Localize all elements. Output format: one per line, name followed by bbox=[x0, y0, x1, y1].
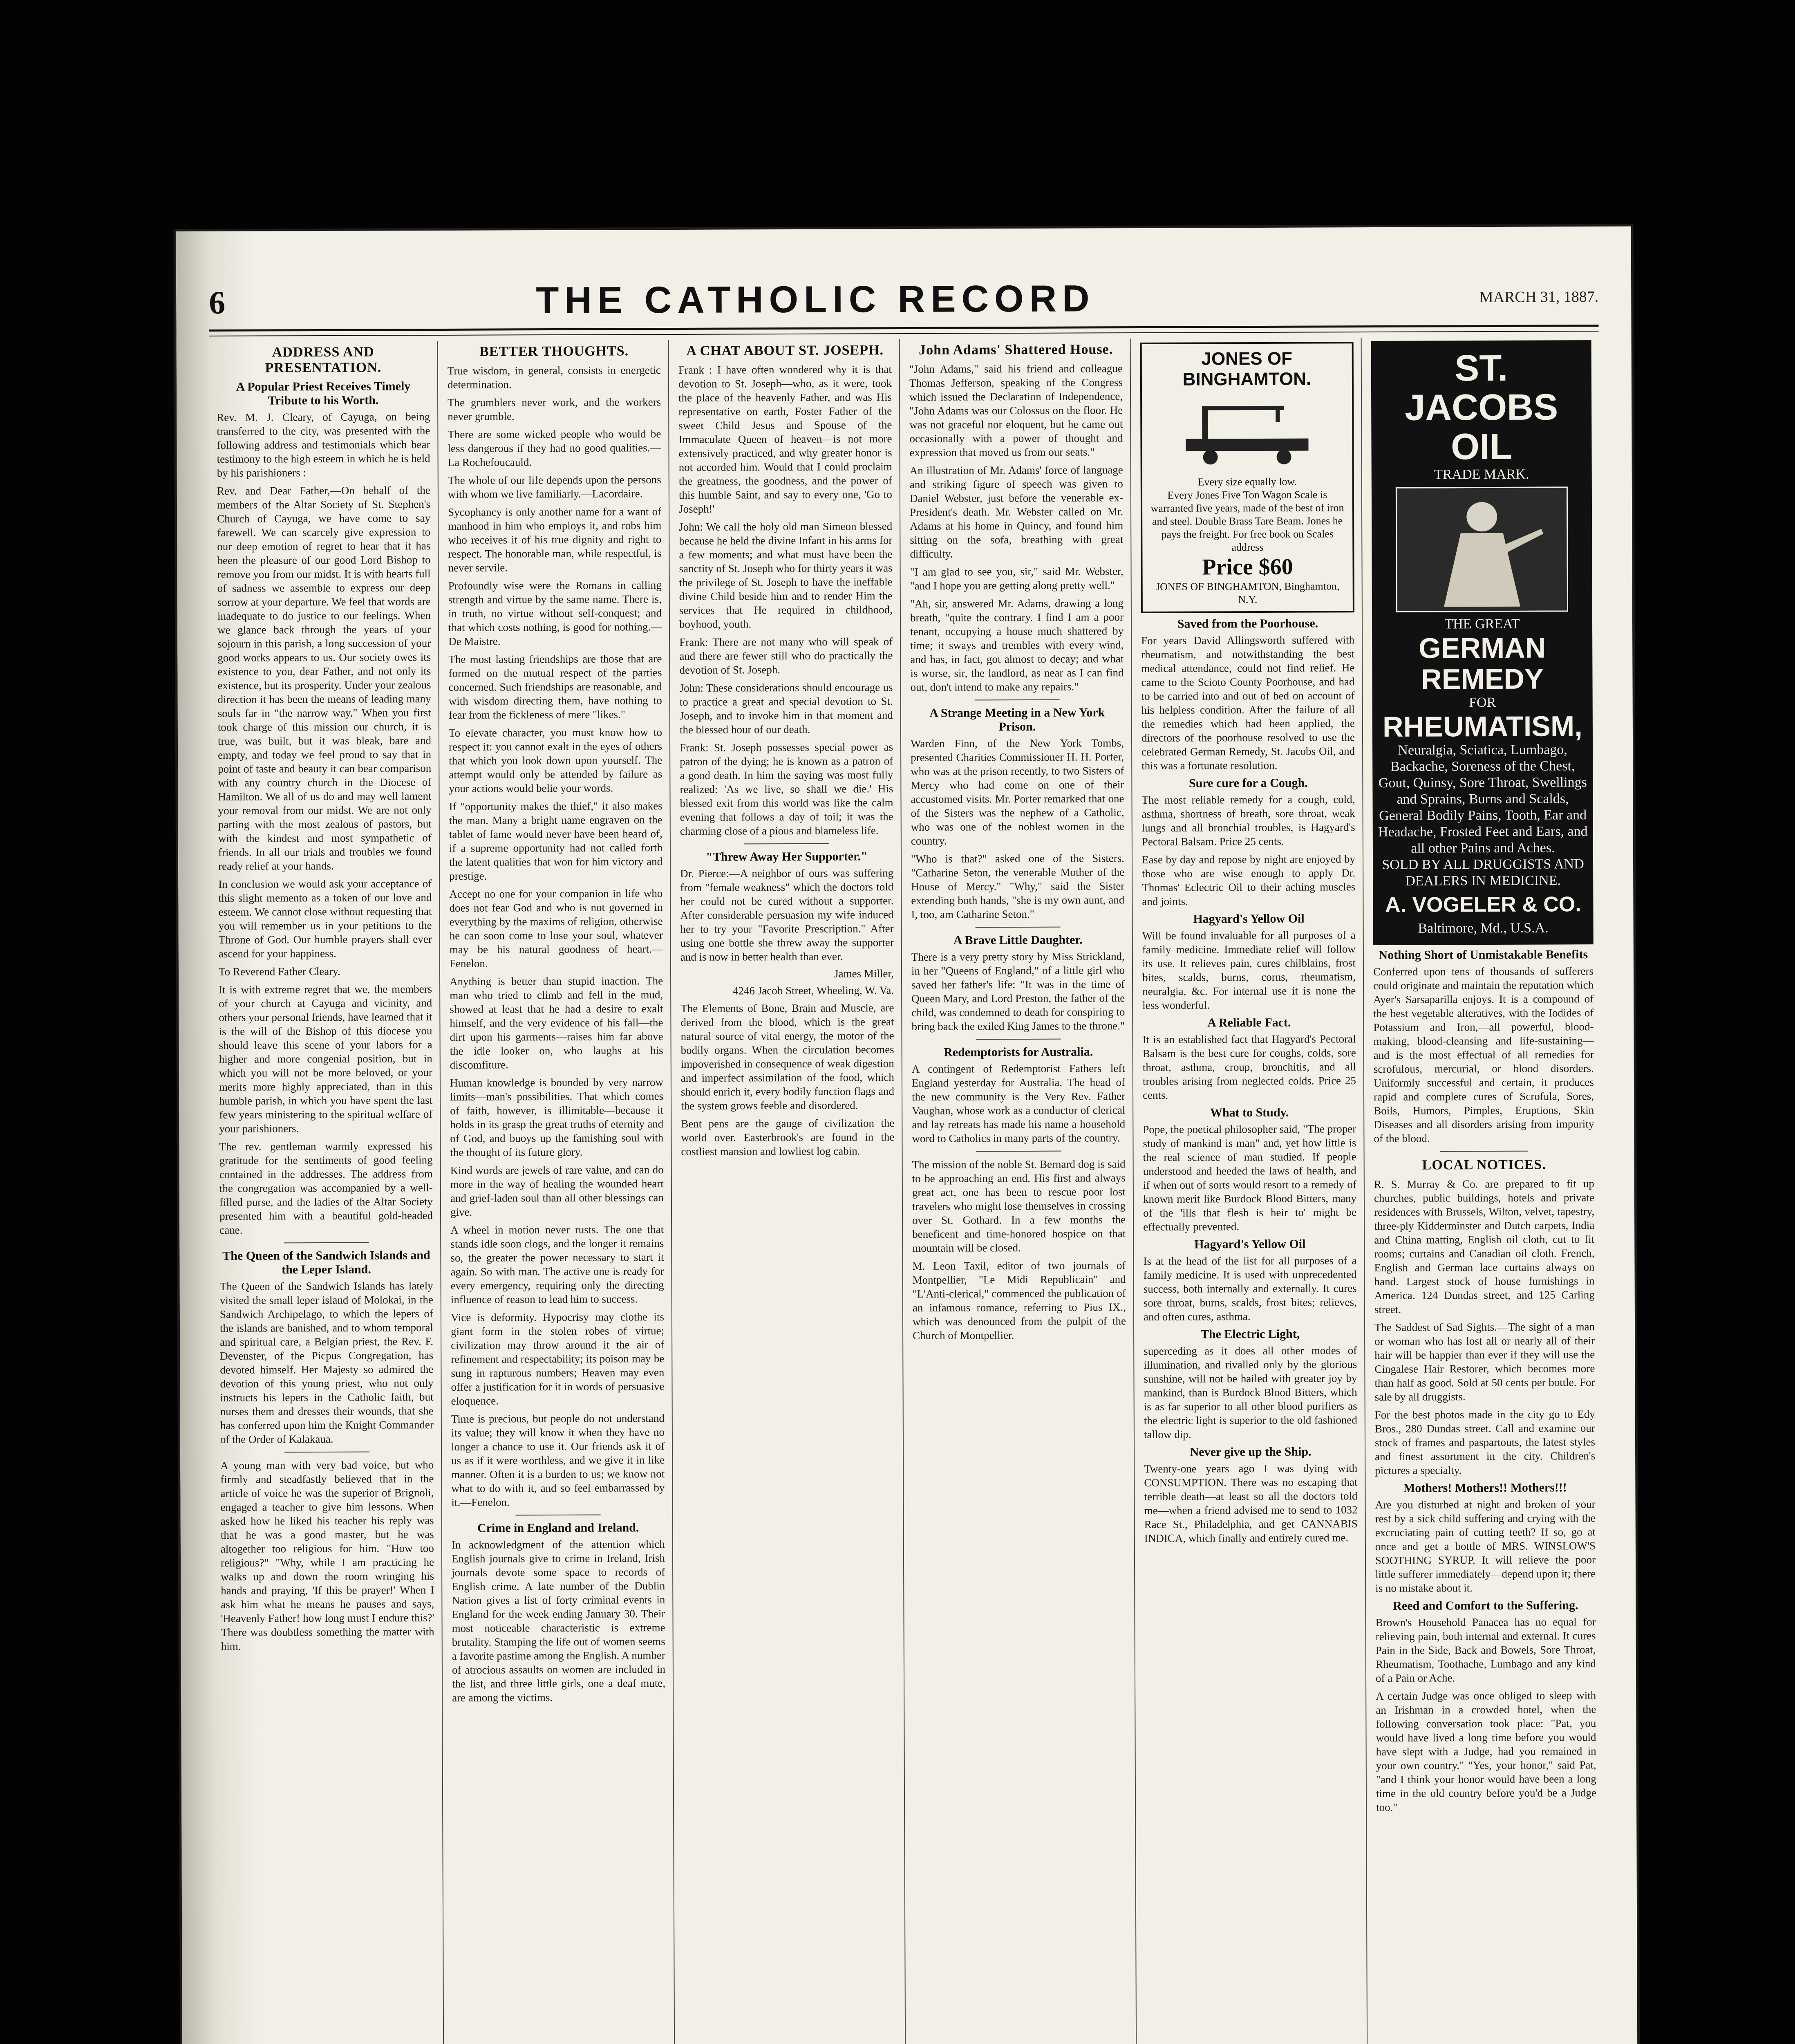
paragraph: "Who is that?" asked one of the Sisters. "Catharine Seton, the venerable Mother of the House of Mercy." "Why," said the Sister extending both hands, "she is my own aunt, and I, too, am Catharine Seton." bbox=[911, 852, 1125, 921]
article-headline: A Reliable Fact. bbox=[1207, 1015, 1291, 1030]
paragraph: The most lasting friendships are those that are formed on the mutual respect of the parties concerned. Such friendships are reasonable, and with wisdom directing them, have nothing to fear from the fickleness of mere "likes." bbox=[448, 652, 662, 721]
paragraph: Warden Finn, of the New York Tombs, presented Charities Commissioner H. H. Porter, who was at the prison recently, to two Sisters of Mercy who had come on one of their accustomed visits. Mr. Porter remarked that one of the Sisters was the nephew of a Catholic, who was one of the noblest women in the country. bbox=[910, 737, 1124, 847]
paragraph: John: These considerations should encourage us to practice a great and special devotion to St. Joseph, and to invoke him in that moment and the blessed hour of our death. bbox=[679, 681, 893, 736]
issue-date: MARCH 31, 1887. bbox=[1479, 288, 1599, 306]
paragraph: The Elements of Bone, Brain and Muscle, are derived from the blood, which is the great natural source of vital energy, the motor of the bodily organs. When the circulation becomes impoverished in consequence of weak digestion and imperfect assimilation of the food, which should enrich it, every bodily function flags and the system grows feeble and disordered. bbox=[680, 1002, 895, 1112]
jacobs-ad-ailments: Neuralgia, Sciatica, Lumbago, Backache, Soreness of the Chest, Gout, Quinsy, Sore Throat, Swellings and Sprains, Burns and Scalds, General Bodily Pains, Tooth, Ear and Headache, Frosted Feet and Ears, and all other Pains and Aches. bbox=[1378, 742, 1588, 856]
paragraph: The Queen of the Sandwich Islands has lately visited the small leper island of Molokai, in the Sandwich Archipelago, to which the lepers of the islands are banished, and to whom temporal and spiritual care, a Belgian priest, the Rev. F. Devenster, of the Picpus Congregation, has devoted himself. Her Majesty so admired the devotion of this young priest, who not only instructs his lepers in the Catholic faith, but nurses them and dresses their wounds, that she has conferred upon him the Knight Commander of the Order of Kalakaua. bbox=[219, 1280, 434, 1446]
paragraph: It is with extreme regret that we, the members of your church at Cayuga and vicinity, and others your personal friends, have learned that it is the will of the Bishop of this diocese you should leave this scene of your labors for a higher and more congenial position, but in which you will not be more beloved, or your merits more highly appreciated, than in this humble parish, in which you have spent the last few years ministering to the spiritual welfare of your parishioners. bbox=[219, 983, 433, 1135]
paragraph: Rev. and Dear Father,—On behalf of the members of the Altar Society of St. Stephen's Church of Cayuga, we have come to say farewell. We can scarcely give expression to our deep emotion of regret to hear that it has been the pleasure of our good Lord Bishop to remove you from our midst. It is with hearts full of sadness we assemble to express our deep sorrow at your departure. We feel that words are inadequate to do justice to our feelings. When we glance back through the years of your sojourn in this parish, a long succession of your good works appears to us. Our society owes its existence to you, dear Father, and not only its existence, but its prosperity. Under your zealous direction it has been the means of leading many souls far in "the narrow way." When you first took charge of this mission our church, it is true, was built, but it was bleak, bare and empty, and today we feel proud to say that in point of taste and beauty it can bear comparison with any country church in the Diocese of Hamilton. We all of us do and may well lament your removal from our midst. We are not only parting with the most zealous of pastors, but with the kindest and most sympathetic of friends. In all our trials and troubles we found ready relief at your hands. bbox=[217, 484, 432, 872]
paragraph: A contingent of Redemptorist Fathers left England yesterday for Australia. The head of the new community is the Very Rev. Father Vaughan, whose work as a conductor of clerical and lay retreats has made his name a household word to Catholics in many parts of the country. bbox=[911, 1062, 1126, 1145]
paragraph: Accept no one for your companion in life who does not fear God and who is not governed in everything by the maxims of religion, otherwise he can soon come to lose your soul, whatever may be his natural goodness of heart.—Fenelon. bbox=[449, 887, 663, 970]
article-headline: The Electric Light, bbox=[1200, 1327, 1300, 1341]
separator bbox=[284, 1242, 369, 1244]
separator bbox=[515, 1515, 601, 1516]
paragraph: "John Adams," said his friend and colleague Thomas Jefferson, speaking of the Congress which issued the Declaration of Independence, "John Adams was our Colossus on the floor. He was not graceful nor eloquent, but he came out occasionally with a power of thought and expression that moved us from our seats." bbox=[909, 362, 1123, 459]
separator bbox=[974, 699, 1060, 701]
column-headline: BETTER THOUGHTS. bbox=[479, 343, 629, 359]
paragraph: superceding as it does all other modes of illumination, and rivalled only by the glorious sunshine, will not be hailed with greater joy by mankind, than is Burdock Blood Bitters, which is as far superior to all other blood purifiers as the electric light is superior to the old fashioned tallow dip. bbox=[1144, 1344, 1357, 1441]
paragraph: Human knowledge is bounded by very narrow limits—man's possibilities. That which comes of faith, however, is illimitable—because it holds in its grasp the great truths of eternity and of God, and buoys up the famishing soul with the thought of its future glory. bbox=[450, 1076, 664, 1159]
separator bbox=[744, 843, 829, 845]
paragraph: Kind words are jewels of rare value, and can do more in the way of healing the wounded heart and grief-laden soul than all other blessings can give. bbox=[450, 1163, 664, 1218]
paragraph: The whole of our life depends upon the persons with whom we live familiarly.—Lacordaire. bbox=[448, 473, 661, 500]
signature-address: 4246 Jacob Street, Wheeling, W. Va. bbox=[732, 984, 894, 997]
column-headline: A CHAT ABOUT ST. JOSEPH. bbox=[686, 343, 884, 359]
st-jacobs-oil-ad bbox=[1371, 340, 1594, 945]
paragraph: Vice is deformity. Hypocrisy may clothe its giant form in the stolen robes of virtue; civilization may throw around it the air of refinement and respectability; its poison may be sung in rapturous numbers; Heaven may even offer a justification for it in words of persuasive eloquence. bbox=[450, 1311, 665, 1407]
jones-ad-text: Every Jones Five Ton Wagon Scale is warranted five years, made of the best of iron and steel. Double Brass Tare Beam. Jones he pays the freight. For free book on Scales address bbox=[1150, 489, 1344, 554]
separator bbox=[975, 927, 1061, 928]
article-headline: Redemptorists for Australia. bbox=[943, 1045, 1093, 1059]
jones-ad-caption: Every size equally low. bbox=[1197, 475, 1297, 488]
column-1 bbox=[209, 341, 445, 2044]
paragraph: In acknowledgment of the attention which English journals give to crime in Ireland, Irish journals devote some space to records of English crime. A late number of the Dublin Nation gives a list of forty criminal events in England for the week ending January 30. Their most noticeable characteristic is extreme brutality. Stamping the life out of women seems a favorite pastime among the English. A number of atrocious assaults on women are included in the list, and three little girls, one a deaf mute, are among the victims. bbox=[451, 1538, 666, 1704]
column-5 bbox=[1133, 338, 1369, 2044]
wagon-scale-illustration bbox=[1177, 389, 1317, 475]
lady-illustration bbox=[1396, 486, 1568, 612]
jones-ad-title: JONES OF BINGHAMTON. bbox=[1182, 348, 1312, 390]
column-3 bbox=[671, 339, 907, 2044]
paragraph: Profoundly wise were the Romans in calling strength and virtue by the same name. There is, in truth, no virtue without self-conquest; and that which costs nothing, is good for nothing.—De Maistre. bbox=[448, 579, 662, 648]
paragraph: The rev. gentleman warmly expressed his gratitude for the sentiments of good feeling contained in the addresses. The address from the congregation was accompanied by a well-filled purse, and the ladies of the Altar Society presented him with a beautiful gold-headed cane. bbox=[219, 1140, 433, 1236]
jacobs-ad-title: ST. JACOBS OIL bbox=[1404, 347, 1558, 468]
paragraph: John: We call the holy old man Simeon blessed because he held the divine Infant in his arms for a few moments; and what must have been the sanctity of St. Joseph who for thirty years it was the privilege of St. Joseph to have the ineffable divine Child beside him and to render Him the services that He required in childhood, boyhood, youth. bbox=[679, 520, 893, 630]
paragraph: Frank: St. Joseph possesses special power as patron of the dying; he is known as a patron of a good death. In him the saying was most fully realized: 'As we live, so shall we die.' His blessed exit from this world was like the calm evening that follows a day of toil; it was the charming close of a pious and blameless life. bbox=[680, 741, 893, 837]
article-headline: What to Study. bbox=[1210, 1105, 1289, 1120]
paragraph: Is at the head of the list for all purposes of a family medicine. It is used with unprecedented success, both internally and externally. It cures sore throat, burns, scalds, frost bites; relieves, and often cures, asthma. bbox=[1143, 1254, 1357, 1323]
jacobs-ad-company: A. VOGELER & CO. bbox=[1385, 892, 1581, 917]
paragraph: Brown's Household Panacea has no equal for relieving pain, both internal and external. It cures Pain in the Side, Back and Bowels, Sore Throat, Rheumatism, Toothache, Lumbago and any kind of a Pain or Ache. bbox=[1375, 1616, 1596, 1685]
paragraph: Bent pens are the gauge of civilization the world over. Easterbrook's are found in the costliest mansion and lowliest log cabin. bbox=[681, 1117, 895, 1158]
masthead bbox=[209, 276, 1598, 325]
separator bbox=[1440, 1151, 1528, 1152]
jacobs-ad-line: THE GREAT bbox=[1444, 616, 1520, 632]
article-headline: Never give up the Ship. bbox=[1190, 1445, 1312, 1459]
paragraph: There is a very pretty story by Miss Strickland, in her "Queens of England," of a little girl who saved her father's life: "It was in the time of Queen Mary, and Lord Preston, the father of the child, was condemned to death for conspiring to bring back the exiled King James to the throne." bbox=[911, 950, 1125, 1033]
paragraph: To elevate character, you must know how to respect it: you cannot exalt in the eyes of others that which you look down upon yourself. The attempt would only be attended by failure as your actions would belie your words. bbox=[448, 726, 662, 795]
article-headline: Crime in England and Ireland. bbox=[477, 1521, 639, 1535]
paragraph: A young man with very bad voice, but who firmly and steadfastly believed that in the article of voice he was the superior of Brignoli, engaged a teacher to give him lessons. When asked how he liked his teacher his reply was that he was a good master, but he was altogether too religious for him. "How too religious?" "Why, while I am practicing he walks up and down the room wringing his hands and praying, 'If this be prayer!' When I ask him what he means he pauses and says, 'Heavenly Father! how long must I endure this?' There was doubtless something the matter with him. bbox=[220, 1459, 434, 1652]
paragraph: A wheel in motion never rusts. The one that stands idle soon clogs, and the longer it remains so, the greater the power necessary to start it again. So with man. The active one is ready for every emergency, requiring only the directing influence of reason to lead him to success. bbox=[450, 1223, 664, 1306]
paragraph: A certain Judge was once obliged to sleep with an Irishman in a crowded hotel, when the following conversation took place: "Pat, you would have lived a long time before you would have slept with a Judge, had you remained in your own country." "Yes, your honor," said Pat, "and I think your honor would have been a long time in the old country before you'd be a Judge too." bbox=[1376, 1689, 1597, 1814]
column-headline: John Adams' Shattered House. bbox=[919, 342, 1113, 358]
paragraph: It is an established fact that Hagyard's Pectoral Balsam is the best cure for coughs, colds, sore throat, asthma, croup, bronchitis, and all troubles arising from neglected colds. Price 25 cents. bbox=[1142, 1033, 1356, 1101]
article-headline: Mothers! Mothers!! Mothers!!! bbox=[1403, 1481, 1567, 1495]
paragraph: The grumblers never work, and the workers never grumble. bbox=[448, 396, 661, 423]
article-subhead: A Popular Priest Receives Timely Tribute to his Worth. bbox=[236, 379, 411, 408]
article-headline: Nothing Short of Unmistakable Benefits bbox=[1379, 948, 1588, 962]
paragraph: "Ah, sir, answered Mr. Adams, drawing a long breath, "quite the contrary. I find I am a poor tenant, occupying a house much shattered by time; it sways and trembles with every wind, and has, in fact, got almost to decay; and what is worse, sir, the landlord, as near as I can find out, don't intend to make any repairs." bbox=[910, 597, 1124, 693]
column-6 bbox=[1364, 337, 1606, 2044]
article-headline: Reed and Comfort to the Suffering. bbox=[1393, 1598, 1578, 1613]
separator bbox=[976, 1151, 1061, 1152]
column-2 bbox=[440, 340, 676, 2044]
paragraph: For the best photos made in the city go to Edy Bros., 280 Dundas street. Call and examine our stock of frames and paspartouts, the latest styles and finest assortment in the city. Children's pictures a specialty. bbox=[1374, 1408, 1596, 1477]
signature: James Miller, bbox=[834, 967, 894, 980]
article-headline: A Strange Meeting in a New York Prison. bbox=[929, 706, 1105, 734]
paragraph: Are you disturbed at night and broken of your rest by a sick child suffering and crying with the excruciating pain of cutting teeth? If so, go at once and get a bottle of MRS. WINSLOW'S SOOTHING SYRUP. It will relieve the poor little sufferer immediately—depend upon it; there is no mistake about it. bbox=[1375, 1498, 1596, 1595]
paragraph: An illustration of Mr. Adams' force of language and striking figure of speech was given to Daniel Webster, just before the venerable ex-President's death. Mr. Webster called on Mr. Adams at his home in Quincy, and found him sitting on the sofa, breathing with great difficulty. bbox=[909, 464, 1124, 560]
section-headline: LOCAL NOTICES. bbox=[1422, 1157, 1546, 1173]
jacobs-ad-heading: GERMAN REMEDY bbox=[1419, 632, 1546, 695]
paragraph: Will be found invaluable for all purposes of a family medicine. Immediate relief will follow its use. It relieves pain, cures chilblains, frost bites, scalds, burns, corns, rheumatism, neuralgia, &c. For internal use it is none the less wonderful. bbox=[1142, 929, 1356, 1011]
article-headline: Sure cure for a Cough. bbox=[1188, 776, 1308, 790]
paragraph: Pope, the poetical philosopher said, "The proper study of mankind is man" and, yet how little is the real science of man studied. If people understood and heeded the laws of health, and if when out of sorts would resort to a remedy of known merit like Burdock Blood Bitters, many of the 'ills that flesh is heir to' might be effectually prevented. bbox=[1143, 1123, 1357, 1233]
paragraph: For years David Allingsworth suffered with rheumatism, and notwithstanding the best medical attendance, could not find relief. He came to the Scioto County Poorhouse, and had to be carried into and out of bed on account of his helpless condition. After the failure of all the remedies which had been applied, the directors of the poorhouse resolved to use the celebrated German Remedy, St. Jacobs Oil, and this was a fortunate resolution. bbox=[1141, 634, 1355, 772]
column-headline: ADDRESS AND PRESENTATION. bbox=[265, 344, 382, 376]
separator bbox=[976, 1039, 1061, 1040]
paragraph: Twenty-one years ago I was dying with CONSUMPTION. There was no escaping that terrible death—at least so all the doctors told me—when a friend advised me to send to 1032 Race St., Philadelphia, and get CANNABIS INDICA, which finally and entirely cured me. bbox=[1144, 1462, 1358, 1544]
jones-ad-footer: JONES OF BINGHAMTON, Binghamton, N.Y. bbox=[1155, 580, 1340, 606]
paragraph: Conferred upon tens of thousands of sufferers could originate and maintain the reputation which Ayer's Sarsaparilla enjoys. It is a compound of the best vegetable alteratives, with the Iodides of Potassium and Iron,—all powerful, blood-making, blood-cleansing and life-sustaining—and is the most effectual of all remedies for scrofulous, mercurial, or blood disorders. Uniformly successful and certain, it produces rapid and complete cures of Scrofula, Sores, Boils, Humors, Pimples, Eruptions, Skin Diseases and all disorders arising from impurity of the blood. bbox=[1373, 965, 1594, 1145]
paragraph: M. Leon Taxil, editor of two journals of Montpellier, "Le Midi Republicain" and "L'Anti-clerical," commenced the publication of an infamous romance, referring to Pius IX., which was denounced from the pulpit of the Church of Montpellier. bbox=[912, 1259, 1126, 1342]
paragraph: The Saddest of Sad Sights.—The sight of a man or woman who has lost all or nearly all of their hair will be happier than ever if they will use the Cingalese Hair Restorer, which becomes more than half as good. Sold at 50 cents per bottle. For sale by all druggists. bbox=[1374, 1320, 1595, 1403]
article-headline: A Brave Little Daughter. bbox=[953, 933, 1083, 947]
page-number: 6 bbox=[209, 285, 226, 321]
jacobs-ad-location: Baltimore, Md., U.S.A. bbox=[1418, 920, 1549, 936]
paragraph: The most reliable remedy for a cough, cold, asthma, shortness of breath, sore throat, weak lungs and all bronchial troubles, is Hagyard's Pectoral Balsam. Price 25 cents. bbox=[1141, 793, 1355, 848]
paragraph: True wisdom, in general, consists in energetic determination. bbox=[447, 364, 661, 391]
column-4 bbox=[902, 338, 1138, 2044]
jacobs-ad-heading: RHEUMATISM, bbox=[1382, 710, 1582, 743]
paragraph: Time is precious, but people do not understand its value; they will know it when they have no longer a chance to use it. Our friends ask it of us as if it were worthless, and we give it in like manner. Often it is a burden to us; we know not what to do with it, and so feel embarrassed by it.—Fenelon. bbox=[451, 1412, 665, 1508]
jones-scale-ad bbox=[1140, 342, 1354, 613]
paragraph: Sycophancy is only another name for a want of manhood in him who employs it, and robs him who receives it of his true dignity and right to respect. The honorable man, while respectful, is never servile. bbox=[448, 505, 662, 574]
paragraph: Frank : I have often wondered why it is that devotion to St. Joseph—who, as it were, took the place of the heavenly Father, and was His representative on earth, Foster Father of the sweet Child Jesus and Spouse of the Immaculate Queen of heaven—is not more extensively practiced, and why greater honor is not accorded him. Would that I could proclaim the greatness, the goodness, and the power of this humble Saint, and say to every one, 'Go to Joseph!' bbox=[678, 363, 892, 515]
jones-ad-price: Price $60 bbox=[1202, 554, 1293, 580]
paragraph: R. S. Murray & Co. are prepared to fit up churches, public buildings, hotels and private residences with Brussels, Wilton, velvet, tapestry, three-ply Kidderminster and Dutch carpets, India and China matting, English oil cloth, cut to fit rooms; curtains and Canadian oil cloth. French, English and German lace curtains always on hand. Largest stock of house furnishings in America. 124 Dundas street, and 125 Carling street. bbox=[1374, 1177, 1595, 1316]
jacobs-ad-line: FOR bbox=[1469, 695, 1496, 710]
paragraph: Ease by day and repose by night are enjoyed by those who are wise enough to apply Dr. Thomas' Eclectric Oil to their aching muscles and joints. bbox=[1141, 853, 1356, 908]
paragraph: In conclusion we would ask your acceptance of this slight memento as a token of our love and esteem. We cannot close without requesting that you will remember us in your petitions to the Throne of God. Our humble prayers shall ever ascend for your happiness. bbox=[218, 877, 432, 960]
article-headline: Hagyard's Yellow Oil bbox=[1193, 912, 1305, 926]
masthead-rule bbox=[209, 325, 1598, 336]
jacobs-trade-mark: TRADE MARK. bbox=[1434, 466, 1529, 482]
paragraph: The mission of the noble St. Bernard dog is said to be approaching an end. His first and always great act, one has been to rescue poor lost travelers who might lose themselves in crossing over St. Gothard. In a few months the beneficent and time-honored hospice on that mountain will be closed. bbox=[912, 1158, 1126, 1254]
paragraph: "I am glad to see you, sir," said Mr. Webster, "and I hope you are getting along pretty well." bbox=[910, 565, 1124, 592]
paragraph: Anything is better than stupid inaction. The man who tried to climb and fell in the mud, showed at least that he had a desire to exalt himself, and the very evidence of his fall—the dirt upon his garments—raises him far above the idle looker on, who laughs at his discomfiture. bbox=[450, 975, 663, 1071]
jacobs-ad-sold-by: SOLD BY ALL DRUGGISTS AND DEALERS IN MEDICINE. bbox=[1382, 856, 1584, 889]
separator bbox=[284, 1452, 370, 1453]
columns bbox=[209, 337, 1606, 2044]
paragraph: To Reverend Father Cleary. bbox=[218, 965, 340, 978]
newspaper-title: THE CATHOLIC RECORD bbox=[536, 278, 1095, 322]
paragraph: If "opportunity makes the thief," it also makes the man. Many a bright name engraven on the tablet of fame would never have been heard of, if a supreme opportunity had not called forth the latent qualities that won for him victory and prestige. bbox=[449, 800, 663, 882]
article-headline: Saved from the Poorhouse. bbox=[1177, 616, 1318, 631]
paragraph: Dr. Pierce:—A neighbor of ours was suffering from "female weakness" which the doctors told her could not be cured without a supporter. After considerable persuasion my wife induced her to try your "Favorite Prescription." After using one bottle she threw away the supporter and is now in better health than ever. bbox=[680, 867, 894, 963]
article-headline: Hagyard's Yellow Oil bbox=[1194, 1237, 1306, 1251]
newspaper-page bbox=[176, 226, 1639, 2044]
paragraph: Rev. M. J. Cleary, of Cayuga, on being transferred to the city, was presented with the following address and testimonials which bear testimony to the high esteem in which he is held by his parishioners : bbox=[217, 410, 430, 479]
paragraph: There are some wicked people who would be less dangerous if they had no good qualities.—La Rochefoucauld. bbox=[448, 428, 661, 468]
article-headline: "Threw Away Her Supporter." bbox=[706, 849, 868, 864]
article-headline: The Queen of the Sandwich Islands and the Leper Island. bbox=[222, 1248, 430, 1277]
paragraph: Frank: There are not many who will speak of and there are fewer still who do practically the devotion of St. Joseph. bbox=[679, 635, 893, 676]
